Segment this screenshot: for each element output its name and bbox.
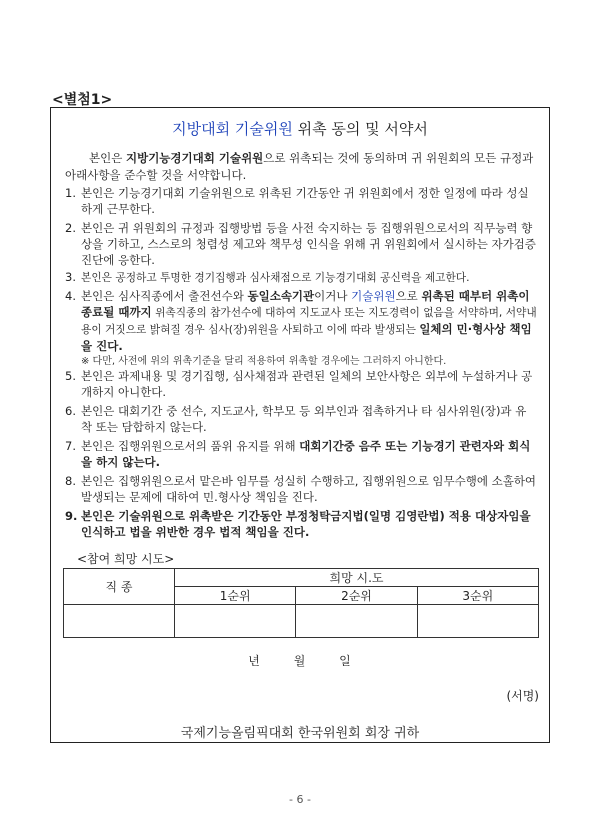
exception-note: ※ 다만, 사전에 위의 위촉기준을 달리 적용하여 위촉할 경우에는 그러하지 아니한다. xyxy=(81,356,447,367)
date-line xyxy=(51,652,549,669)
item-number: 7. xyxy=(65,439,76,453)
entry-row xyxy=(64,605,539,638)
item-text: 본인은 심사직종에서 출전선수와 xyxy=(81,289,248,303)
job-cell[interactable] xyxy=(64,605,175,638)
item-number: 9. xyxy=(65,509,78,523)
pledge-item-3 xyxy=(65,269,537,286)
pledge-item-1 xyxy=(65,185,537,217)
page-number: - 6 - xyxy=(289,793,311,806)
item-number: 1. xyxy=(65,186,76,200)
rank-2: 2순위 xyxy=(296,587,417,605)
item-number: 6. xyxy=(65,404,76,418)
item-text: 본인은 대회기간 중 선수, 지도교사, 학부모 등 외부인과 접촉하거나 타 심사위원(장)과 유착 또는 담합하지 않는다. xyxy=(81,404,527,434)
item-text-bold: 위촉된 때부터 위촉이 종료될 때까지 xyxy=(81,289,530,319)
item-text: 본인은 공정하고 투명한 경기집행과 심사채점으로 기능경기대회 공신력을 제고한다. xyxy=(81,271,470,284)
item-text-bold: 본인은 기술위원으로 위촉받은 기간동안 부정청탁금지법(일명 김영란법) 적용 대상자임을 인식하고 법을 위반한 경우 법적 책임을 진다. xyxy=(81,509,531,539)
title-rest: 위촉 동의 및 서약서 xyxy=(292,120,428,138)
pledge-form xyxy=(50,107,550,743)
rank-2-cell[interactable] xyxy=(296,605,417,638)
title-highlight: 지방대회 기술위원 xyxy=(172,120,293,138)
item-text: 본인은 기능경기대회 기술위원으로 위촉된 기간동안 귀 위원회에서 정한 일정에 따라 성실하게 근무한다. xyxy=(81,186,529,216)
item-number: 5. xyxy=(65,369,76,383)
item-number: 4. xyxy=(65,289,76,303)
attachment-label: <별첨1> xyxy=(52,92,113,108)
pledge-item-8 xyxy=(65,473,537,505)
item-text: 본인은 과제내용 및 경기집행, 심사채점과 관련된 일체의 보안사항은 외부에 누설하거나 공개하지 아니한다. xyxy=(81,369,533,399)
item-number: 2. xyxy=(65,221,76,235)
item-text: 으로 xyxy=(395,289,422,303)
rank-1: 1순위 xyxy=(175,587,296,605)
preference-header: 희망 시.도 xyxy=(175,569,539,587)
item-text-bold: 일체의 민·형사상 책임을 진다. xyxy=(81,322,532,353)
item-text: 본인은 집행위원으로서의 품위 유지를 위해 xyxy=(81,439,300,453)
intro-text-a: 본인은 xyxy=(89,151,126,165)
item-text: 본인은 집행위원으로서 맡은바 임무를 성실히 수행하고, 집행위원으로 임무수행에 소홀하여 발생되는 문제에 대하여 민.형사상 책임을 진다. xyxy=(81,474,537,504)
item-number: 3. xyxy=(65,270,76,284)
item-text: 본인은 귀 위원회의 규정과 집행방법 등을 사전 숙지하는 등 집행위원으로서의 직무능력 향상을 기하고, 스스로의 청렴성 제고와 책무성 인식을 위해 귀 위원회에서 실시하는 자가검증 진단에 응한다. xyxy=(81,221,536,267)
job-header: 직 종 xyxy=(64,569,175,605)
participation-label: <참여 희망 시도> xyxy=(77,552,175,566)
day-label: 일 xyxy=(339,654,352,668)
document-title xyxy=(51,118,549,139)
intro-text-bold: 지방기능경기대회 기술위원 xyxy=(125,151,264,165)
intro-text-c: 으로 위촉되는 것에 동의하며 귀 위원회의 모든 규정과 아래사항을 준수할 것을 서약합니다. xyxy=(65,151,534,182)
item-text-bold: 동일소속기관 xyxy=(247,289,315,303)
pledge-item-5 xyxy=(65,368,537,400)
item-number: 8. xyxy=(65,474,76,488)
table-header-row xyxy=(64,569,539,587)
pledge-item-2 xyxy=(65,220,537,268)
pledge-item-6 xyxy=(65,403,537,435)
preference-table xyxy=(63,568,539,638)
pledge-item-9 xyxy=(65,508,537,540)
month-label: 월 xyxy=(293,654,307,668)
item-text: 위촉직종의 참가선수에 대하여 지도교사 또는 지도경력이 없음을 서약하며, 서약내용이 거짓으로 밝혀질 경우 심사(장)위원을 사퇴하고 이에 따라 발생되는 xyxy=(81,306,537,336)
item-text: 이거나 xyxy=(314,289,352,303)
pledge-item-4 xyxy=(65,288,537,354)
year-label: 년 xyxy=(248,654,261,668)
pledge-item-7 xyxy=(65,438,537,470)
rank-3-cell[interactable] xyxy=(417,605,538,638)
rank-3: 3순위 xyxy=(417,587,538,605)
item-text-highlight: 기술위원 xyxy=(351,289,396,303)
rank-1-cell[interactable] xyxy=(175,605,296,638)
signature-label: (서명) xyxy=(506,689,539,703)
intro-paragraph xyxy=(65,150,537,184)
item-text-bold: 대회기간중 음주 또는 기능경기 관련자와 회식을 하지 않는다. xyxy=(81,439,531,469)
recipient: 국제기능올림픽대회 한국위원회 회장 귀하 xyxy=(180,726,420,741)
